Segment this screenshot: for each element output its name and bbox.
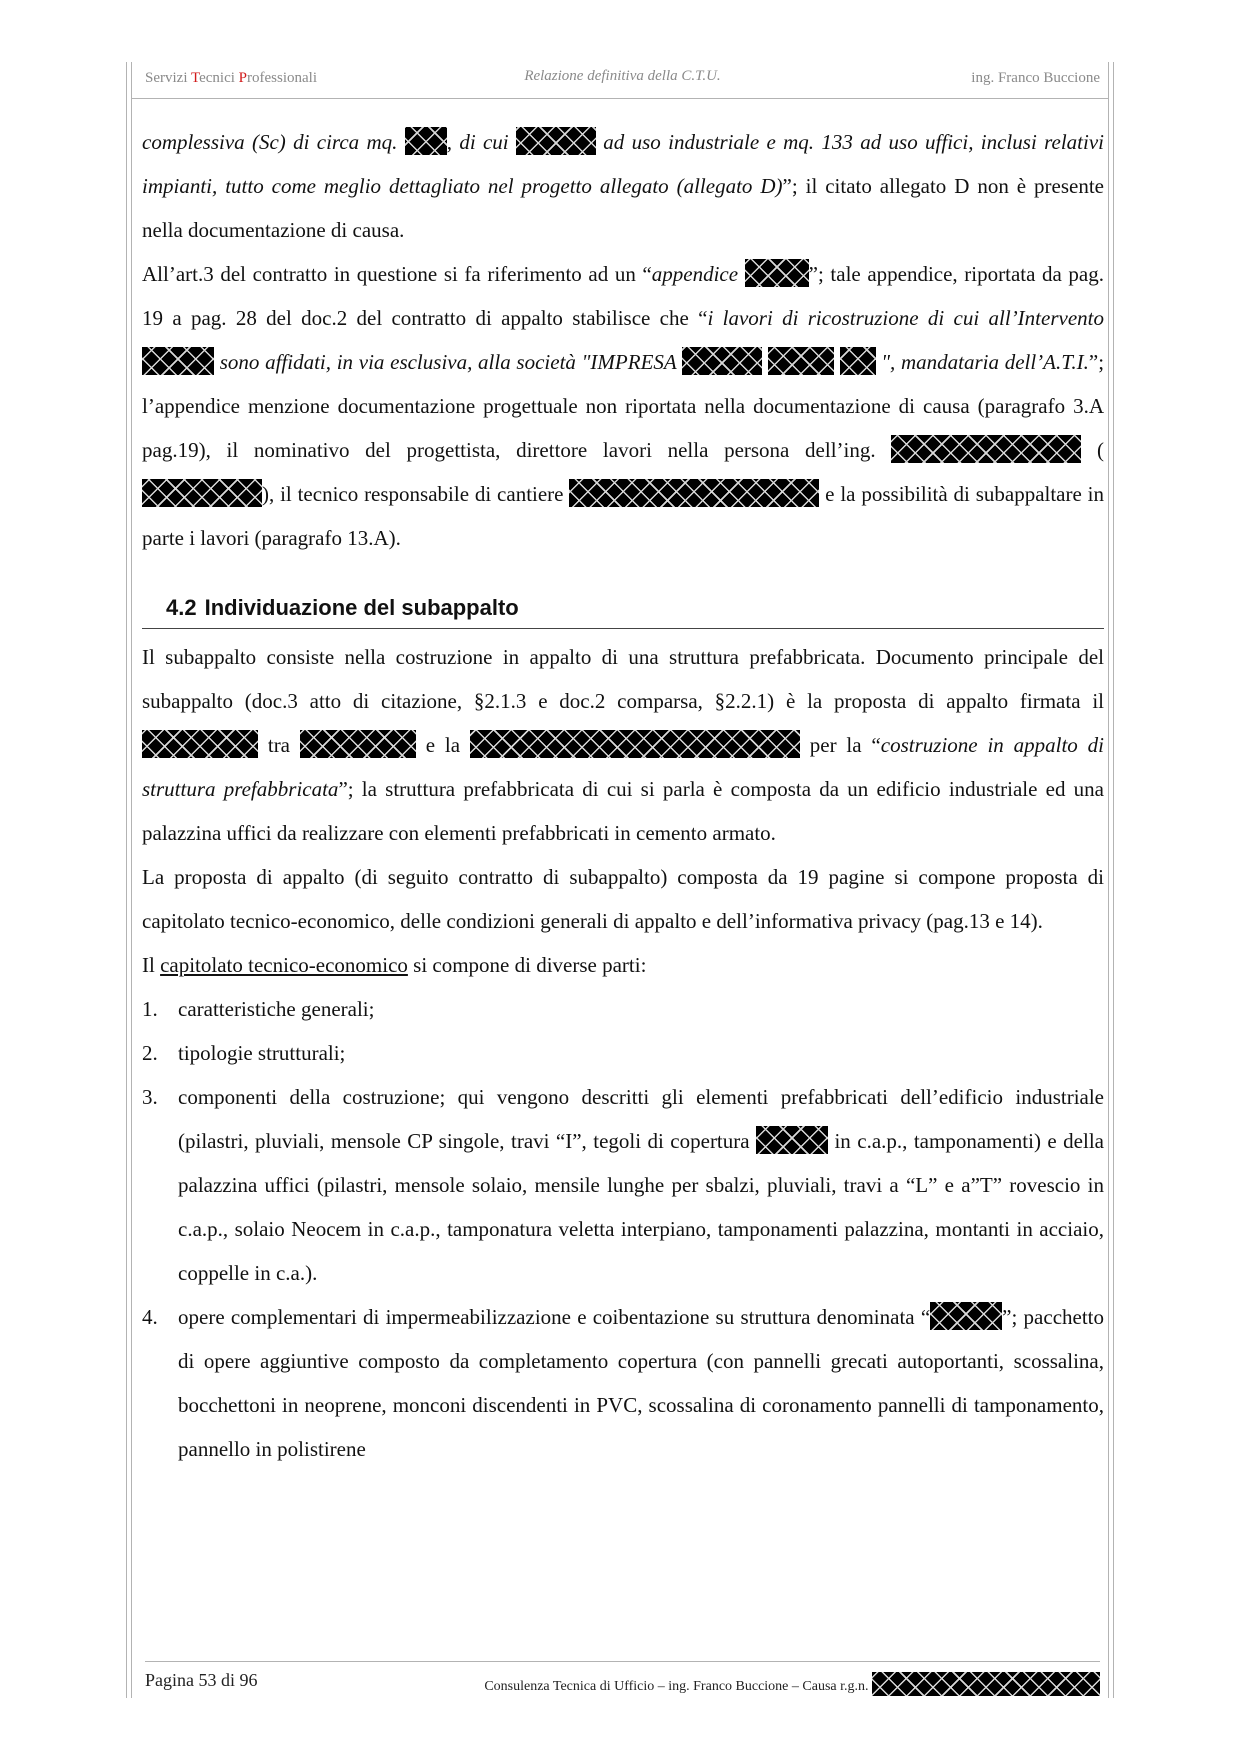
redaction-box (930, 1302, 1002, 1330)
page-number: Pagina 53 di 96 (145, 1670, 258, 1690)
paragraph-1: complessiva (Sc) di circa mq. , di cui ad uso industriale e mq. 133 ad uso uffici, inclusi relativi impianti, tutto come meglio dettagliato nel progetto allegato (allegato D)”; il citato allegato D non è presente nella documentazione di causa. (142, 120, 1104, 252)
header-center: Relazione definitiva della C.T.U. (524, 68, 721, 84)
paragraph-3: Il subappalto consiste nella costruzione in appalto di una struttura prefabbricata. Documento principale del subappalto (doc.3 atto di citazione, §2.1.3 e doc.2 comparsa, §2.2.1) è la proposta di appalto firmata il tra e la per la “costruzione in appalto di struttura prefabbricata”; la struttura prefabbricata di cui si parla è composta da un edificio industriale ed una palazzina uffici da realizzare con elementi prefabbricati in cemento armato. (142, 645, 1105, 845)
redaction-box (516, 127, 596, 155)
header-rule (131, 98, 1109, 99)
redaction-box (405, 127, 447, 155)
redaction-box (300, 730, 416, 758)
section-number: 4.2 (166, 595, 197, 620)
redaction-box (756, 1126, 828, 1154)
redaction-box (142, 479, 262, 507)
redaction-box (840, 347, 876, 375)
redaction-box (470, 730, 800, 758)
page-footer (145, 1661, 1100, 1692)
footer-right: Consulenza Tecnica di Ufficio – ing. Franco Buccione – Causa r.g.n. (484, 1672, 1100, 1696)
page-body (142, 120, 1104, 1471)
list-item: 3. componenti della costruzione; qui vengono descritti gli elementi prefabbricati dell’edificio industriale (pilastri, pluviali, mensole CP singole, travi “I”, tegoli di copertura in c.a.p., tamponamenti) e della palazzina uffici (pilastri, mensole solaio, mensile lunghe per sbalzi, pluviali, travi a “L” e a”T” rovescio in c.a.p., solaio Neocem in c.a.p., tamponatura veletta interpiano, tamponamenti palazzina, montanti in acciaio, coppelle in c.a.). (142, 1085, 1104, 1285)
section-title: Individuazione del subappalto (204, 595, 519, 620)
page-border-left-outer (126, 62, 127, 1698)
header-left: Servizi Tecnici Professionali (145, 70, 317, 86)
paragraph-4: La proposta di appalto (di seguito contratto di subappalto) composta da 19 pagine si compone proposta di capitolato tecnico-economico, delle condizioni generali di appalto e dell’informativa privacy (pag.13 e 14). (142, 865, 1104, 933)
section-heading (142, 588, 1104, 629)
header-right: ing. Franco Buccione (971, 70, 1100, 86)
page-border-left-inner (131, 62, 132, 1698)
paragraph-2: All’art.3 del contratto in questione si fa riferimento ad un “appendice ”; tale appendice, riportata da pag. 19 a pag. 28 del doc.2 del contratto di appalto stabilisce che “i lavori di ricostruzione di cui all’Intervento sono affidati, in via esclusiva, alla società "IMPRESA ", mandataria dell’A.T.I.”; l’appendice menzione documentazione progettuale non riportata nella documentazione di causa (paragrafo 3.A pag.19), il nominativo del progettista, direttore lavori nella persona dell’ing. (), il tecnico responsabile di cantiere e la possibilità di subappaltare in parte i lavori (paragrafo 13.A). (142, 252, 1104, 560)
page-border-right-outer (1113, 62, 1114, 1698)
list-item: 2. tipologie strutturali; (142, 1041, 346, 1065)
list-item: 1. caratteristiche generali; (142, 997, 375, 1021)
redaction-box (891, 435, 1081, 463)
page-header (145, 70, 1100, 96)
redaction-box (745, 259, 809, 287)
redaction-box (142, 347, 214, 375)
page-border-right-inner (1108, 62, 1109, 1698)
paragraph-5: Il capitolato tecnico-economico si compone di diverse parti: (142, 953, 647, 977)
component-list (142, 987, 1104, 1471)
redaction-box (569, 479, 819, 507)
redaction-box (768, 347, 834, 375)
redaction-box (872, 1672, 1100, 1696)
list-item: 4. opere complementari di impermeabilizzazione e coibentazione su struttura denominata “ ”; pacchetto di opere aggiuntive composto da completamento copertura (con pannelli grecati autoportanti, scossalina, bocchettoni in neoprene, monconi discendenti in PVC, scossalina di coronamento pannelli di tamponamento, pannello in polistirene (142, 1295, 1104, 1471)
redaction-box (682, 347, 762, 375)
redaction-box (142, 730, 258, 758)
